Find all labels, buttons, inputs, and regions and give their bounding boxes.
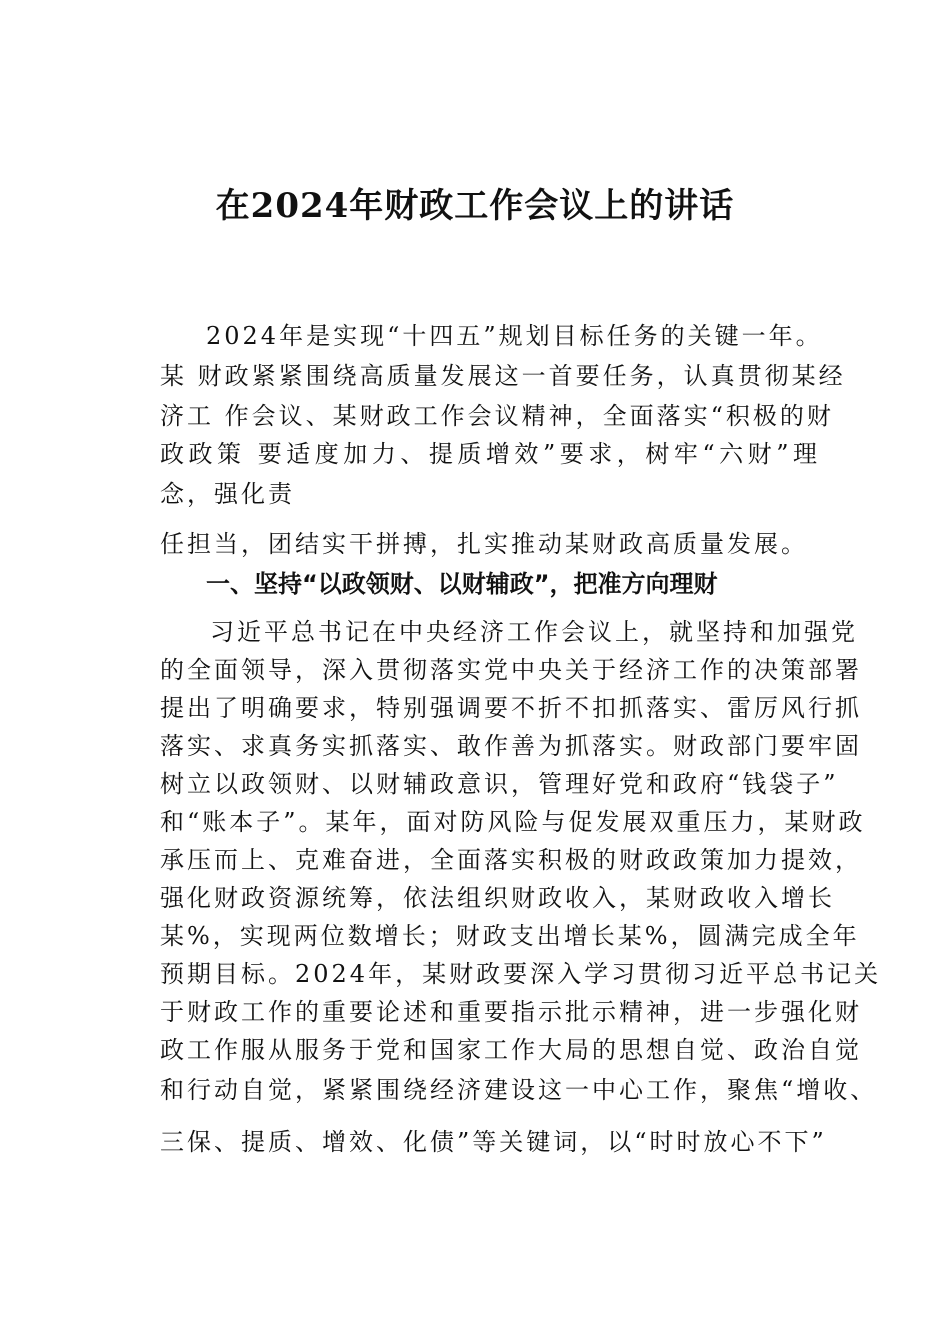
document-title: 在2024年财政工作会议上的讲话 xyxy=(215,186,735,226)
body-line-4: 落实、求真务实抓落实、敢作善为抓落实。财政部门要牢固 xyxy=(160,732,862,760)
body-line-13: 和行动自觉，紧紧围绕经济建设这一中心工作，聚焦“增收、 xyxy=(160,1076,878,1104)
body-line-8: 强化财政资源统筹，依法组织财政收入，某财政收入增长 xyxy=(160,884,835,912)
intro-line-6: 任担当，团结实干拼搏，扎实推动某财政高质量发展。 xyxy=(160,530,808,558)
intro-line-1: 2024年是实现“十四五”规划目标任务的关键一年。 xyxy=(206,322,823,350)
body-line-7: 承压而上、克难奋进，全面落实积极的财政政策加力提效， xyxy=(160,846,862,874)
intro-line-3: 济工 作会议、某财政工作会议精神，全面落实“积极的财 xyxy=(160,402,834,430)
body-line-11: 于财政工作的重要论述和重要指示批示精神，进一步强化财 xyxy=(160,998,862,1026)
section-heading: 一、坚持“以政领财、以财辅政”，把准方向理财 xyxy=(206,570,718,598)
body-line-6: 和“账本子”。某年，面对防风险与促发展双重压力，某财政 xyxy=(160,808,866,836)
intro-line-2: 某 财政紧紧围绕高质量发展这一首要任务，认真贯彻某经 xyxy=(160,362,846,390)
body-line-10: 预期目标。2024年，某财政要深入学习贯彻习近平总书记关 xyxy=(160,960,882,988)
intro-line-5: 念，强化责 xyxy=(160,480,295,508)
body-line-1: 习近平总书记在中央经济工作会议上，就坚持和加强党 xyxy=(210,618,858,646)
body-line-9: 某%，实现两位数增长；财政支出增长某%，圆满完成全年 xyxy=(160,922,860,950)
body-line-3: 提出了明确要求，特别强调要不折不扣抓落实、雷厉风行抓 xyxy=(160,694,862,722)
body-line-12: 政工作服从服务于党和国家工作大局的思想自觉、政治自觉 xyxy=(160,1036,862,1064)
body-line-5: 树立以政领财、以财辅政意识，管理好党和政府“钱袋子” xyxy=(160,770,839,798)
body-line-14: 三保、提质、增效、化债”等关键词，以“时时放心不下” xyxy=(160,1128,827,1156)
intro-line-4: 政政策 要适度加力、提质增效”要求，树牢“六财”理 xyxy=(160,440,820,468)
body-line-2: 的全面领导，深入贯彻落实党中央关于经济工作的决策部署 xyxy=(160,656,862,684)
